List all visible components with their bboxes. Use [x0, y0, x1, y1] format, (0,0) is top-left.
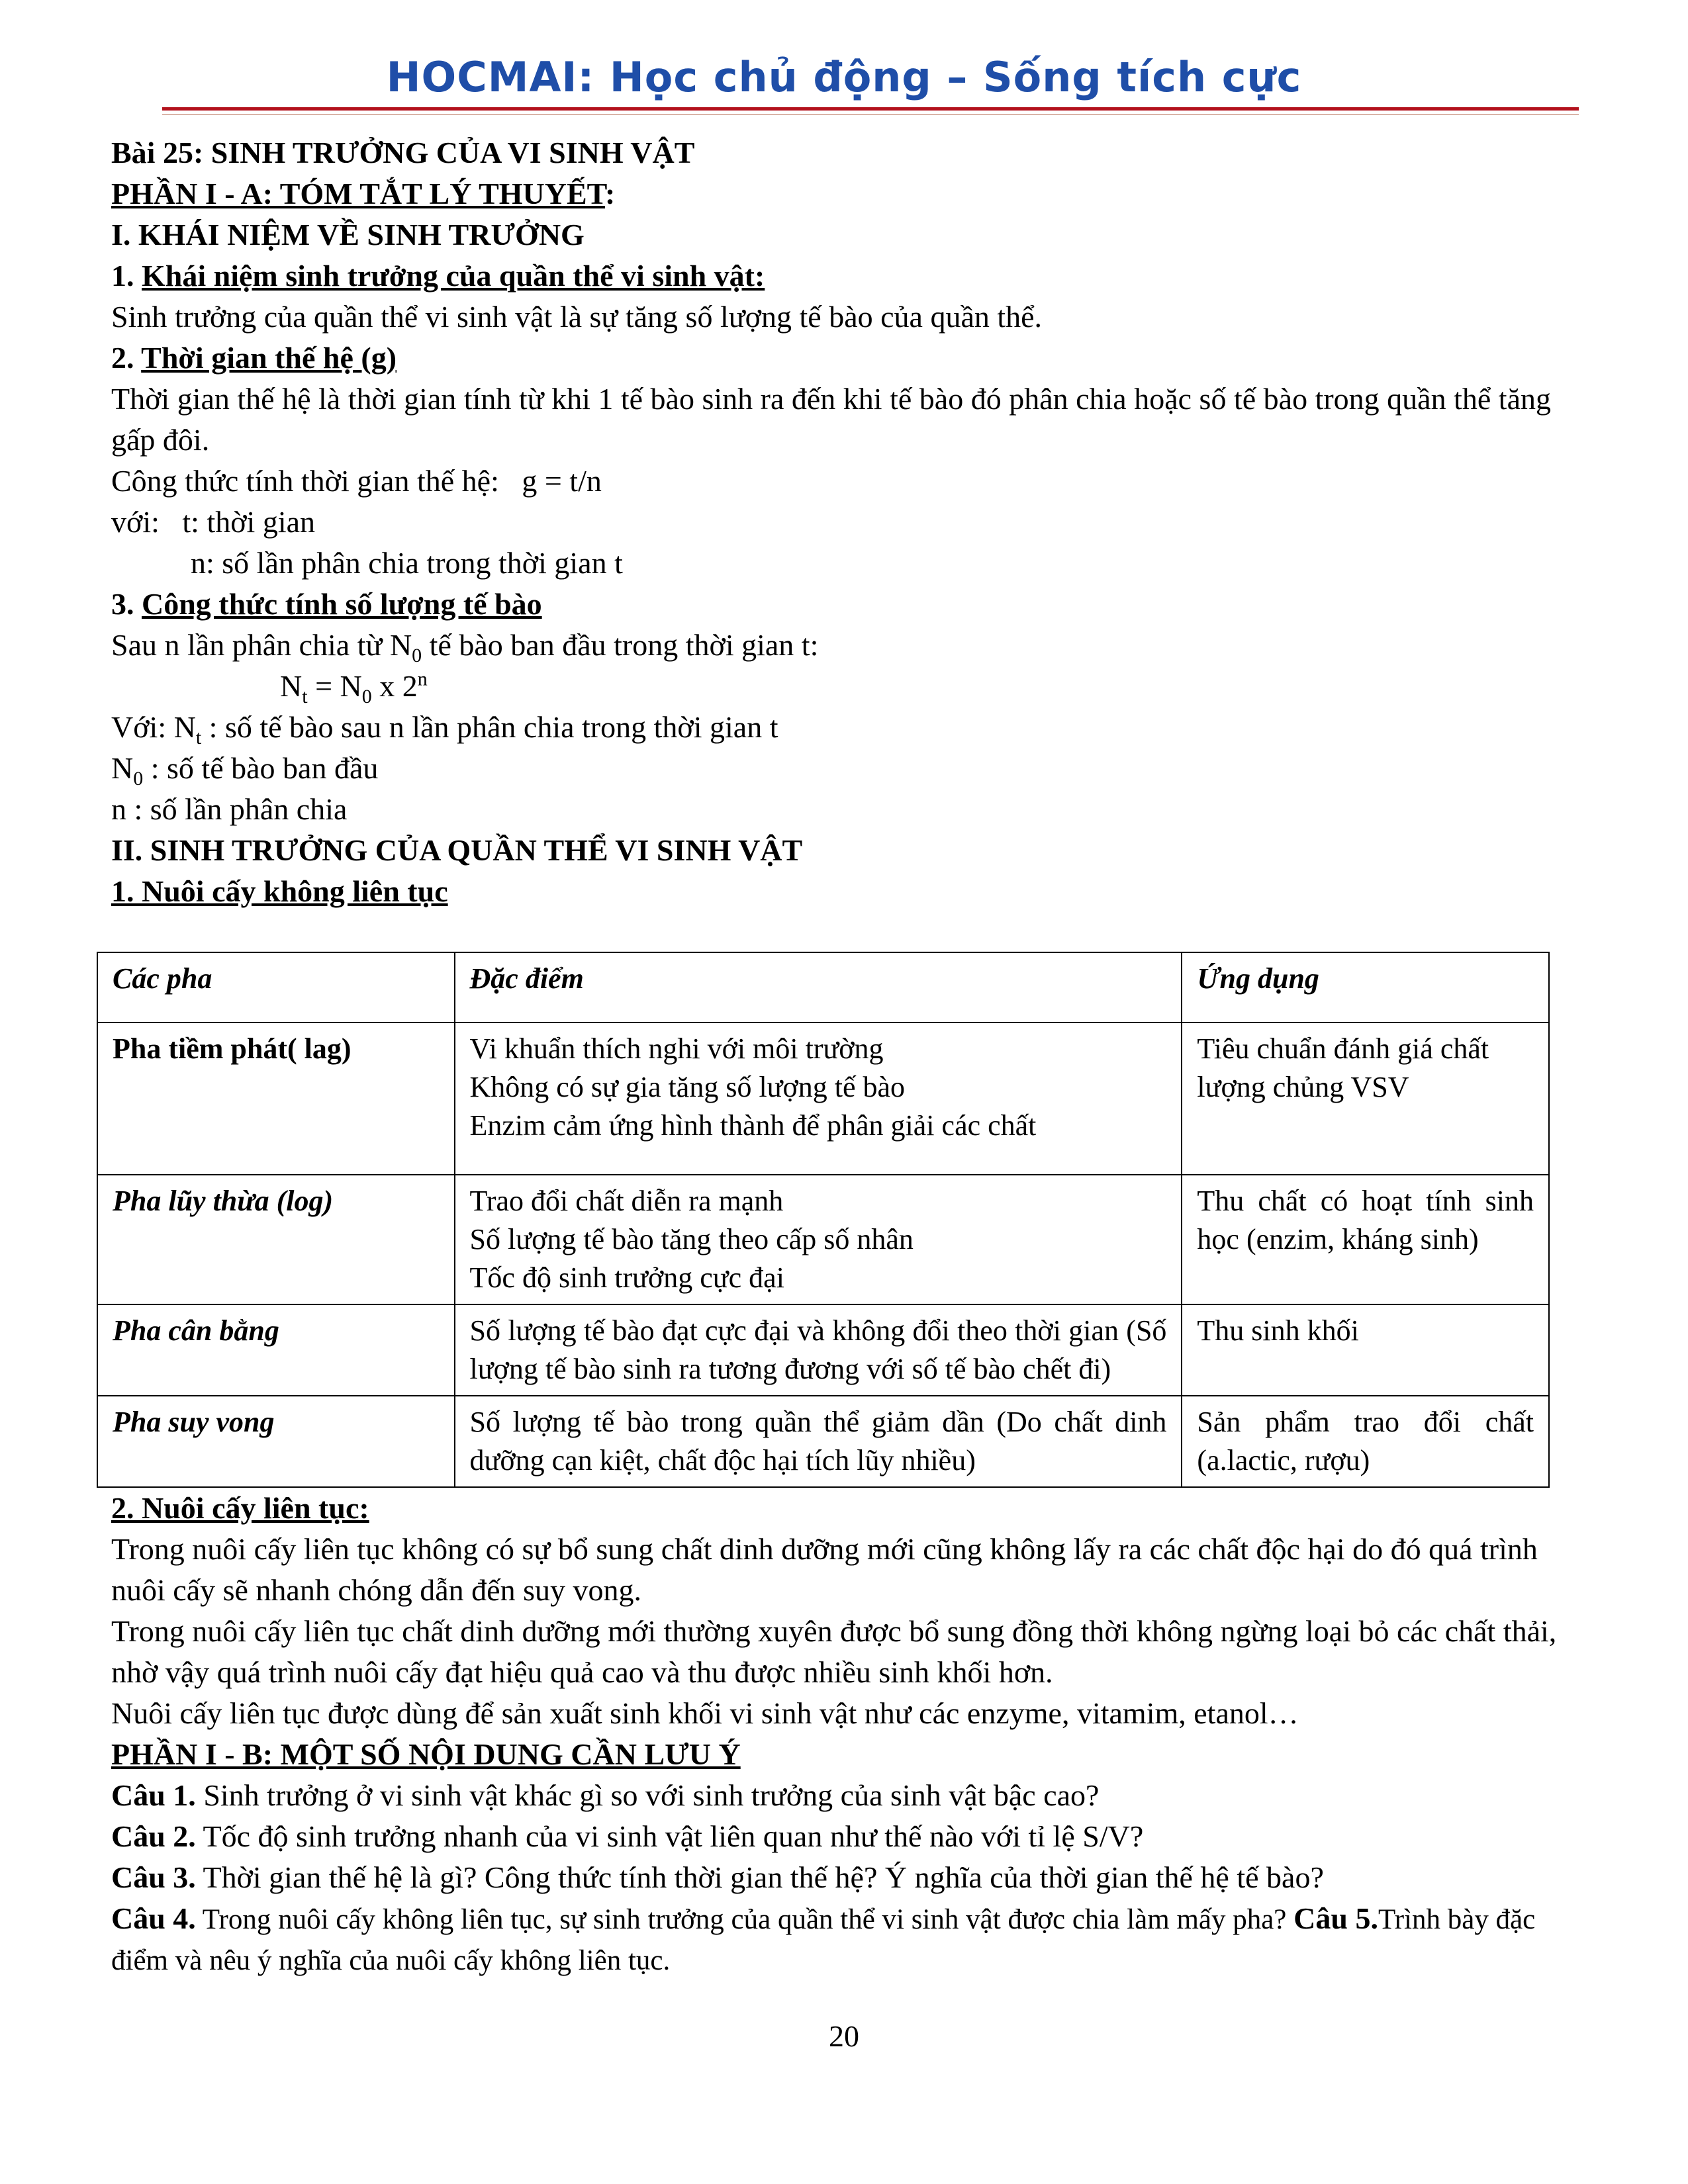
var-nt-sub: t	[195, 727, 202, 749]
question-2	[111, 1816, 1568, 1857]
subsection-2-number: 2.	[111, 341, 142, 375]
formula-sub-t: t	[302, 686, 308, 708]
table-header-cell: Đặc điểm	[455, 952, 1182, 1023]
question-text: Thời gian thế hệ là gì? Công thức tính thời gian thế hệ? Ý nghĩa của thời gian thế hệ tế bào?	[195, 1860, 1324, 1894]
feature-line: Số lượng tế bào tăng theo cấp số nhân	[469, 1223, 914, 1255]
page-header	[0, 53, 1688, 126]
features-cell: Số lượng tế bào đạt cực đại và không đổi theo thời gian (Số lượng tế bào sinh ra tương đương với số tế bào chết đi)	[455, 1304, 1182, 1396]
subsection-2-title: Thời gian thế hệ (g)	[141, 341, 397, 375]
subsection-3-title: Công thức tính số lượng tế bào	[142, 587, 542, 621]
s3-text-part-a: Sau n lần phân chia từ N	[111, 628, 412, 662]
var-n0-sub: 0	[133, 768, 144, 790]
formula-var-t: với: t: thời gian	[111, 505, 316, 539]
lesson-title: Bài 25: SINH TRƯỞNG CỦA VI SINH VẬT	[111, 136, 695, 169]
features-cell	[455, 1175, 1182, 1304]
question-1	[111, 1775, 1568, 1816]
question-4-5	[111, 1898, 1568, 1981]
table-row	[97, 1023, 1549, 1175]
feature-line: Trao đổi chất diễn ra mạnh	[469, 1185, 784, 1217]
subsection-1-heading	[111, 255, 1568, 296]
question-label: Câu 5.	[1293, 1901, 1378, 1935]
s3-text-part-b: tế bào ban đầu trong thời gian t:	[422, 628, 819, 662]
question-text: Trình bày đặc điểm và nêu ý nghĩa của nuôi cấy không liên tục.	[111, 1904, 1536, 1976]
question-label: Câu 1.	[111, 1778, 196, 1812]
growth-phases-table	[97, 952, 1550, 1488]
header-divider	[162, 107, 1579, 111]
continuous-culture-p1: Trong nuôi cấy liên tục không có sự bổ sung chất dinh dưỡng mới cũng không lấy ra các chất độc hại do đó quá trình nuôi cấy sẽ nhanh chóng dẫn đến suy vong.	[111, 1532, 1538, 1607]
question-3	[111, 1857, 1568, 1898]
var-n: n : số lần phân chia	[111, 792, 348, 826]
part-a-heading-text: PHẦN I - A: TÓM TẮT LÝ THUYẾT	[111, 177, 605, 210]
table-header-row	[97, 952, 1549, 1023]
header-divider-shadow	[162, 114, 1579, 115]
question-label: Câu 4.	[111, 1901, 196, 1935]
application-cell: Thu chất có hoạt tính sinh học (enzim, kháng sinh)	[1182, 1175, 1549, 1304]
table-row	[97, 1396, 1549, 1487]
subsection-2-text: Thời gian thế hệ là thời gian tính từ khi 1 tế bào sinh ra đến khi tế bào đó phân chia hoặc số tế bào trong quần thể tăng gấp đôi.	[111, 382, 1551, 457]
section-2-heading: II. SINH TRƯỞNG CỦA QUẦN THỂ VI SINH VẬT	[111, 833, 803, 867]
application-cell: Tiêu chuẩn đánh giá chất lượng chủng VSV	[1182, 1023, 1549, 1175]
var-n0-b: : số tế bào ban đầu	[143, 751, 379, 785]
phase-cell: Pha lũy thừa (log)	[97, 1175, 455, 1304]
table-row	[97, 1175, 1549, 1304]
formula-eq: = N	[307, 669, 362, 703]
table-row	[97, 1304, 1549, 1396]
question-text: Trong nuôi cấy không liên tục, sự sinh trưởng của quần thể vi sinh vật được chia làm mấy pha?	[195, 1904, 1294, 1935]
part-a-colon: :	[604, 177, 616, 210]
cell-count-formula	[111, 666, 1568, 707]
subsection-2-heading	[111, 338, 1568, 379]
table-header-cell: Các pha	[97, 952, 455, 1023]
document-body	[111, 132, 1568, 1981]
page-number: 20	[829, 2019, 859, 2053]
part-b-heading: PHẦN I - B: MỘT SỐ NỘI DUNG CẦN LƯU Ý	[111, 1737, 741, 1771]
features-cell: Số lượng tế bào trong quần thể giảm dần (Do chất dinh dưỡng cạn kiệt, chất độc hại tích lũy nhiều)	[455, 1396, 1182, 1487]
subsection-3-text	[111, 625, 1568, 666]
var-n0-a: N	[111, 751, 134, 785]
formula-sup-n: n	[417, 668, 428, 690]
feature-line: Không có sự gia tăng số lượng tế bào	[469, 1071, 906, 1103]
formula-var-n: n: số lần phân chia trong thời gian t	[191, 546, 623, 580]
subsection-3-heading	[111, 584, 1568, 625]
feature-line: Tốc độ sinh trưởng cực đại	[469, 1261, 784, 1294]
features-cell	[455, 1023, 1182, 1175]
feature-line: Vi khuẩn thích nghi với môi trường	[469, 1032, 884, 1065]
formula-x2: x 2	[371, 669, 418, 703]
generation-time-formula: Công thức tính thời gian thế hệ: g = t/n	[111, 464, 602, 498]
header-title: HOCMAI: Học chủ động – Sống tích cực	[386, 53, 1302, 101]
var-nt-a: Với: N	[111, 710, 196, 744]
subsection-1-number: 1.	[111, 259, 142, 293]
subsection-ii1-heading: 1. Nuôi cấy không liên tục	[111, 874, 448, 908]
s3-text-sub: 0	[412, 645, 422, 667]
question-text: Sinh trưởng ở vi sinh vật khác gì so với sinh trưởng của sinh vật bậc cao?	[195, 1778, 1100, 1812]
subsection-1-text: Sinh trưởng của quần thể vi sinh vật là sự tăng số lượng tế bào của quần thể.	[111, 300, 1043, 334]
application-cell: Thu sinh khối	[1182, 1304, 1549, 1396]
var-n0	[111, 748, 1568, 789]
question-label: Câu 3.	[111, 1860, 196, 1894]
table-header-cell: Ứng dụng	[1182, 952, 1549, 1023]
question-label: Câu 2.	[111, 1819, 196, 1853]
phase-cell: Pha suy vong	[97, 1396, 455, 1487]
subsection-1-title: Khái niệm sinh trưởng của quần thể vi sinh vật:	[142, 259, 765, 293]
feature-line: Enzim cảm ứng hình thành để phân giải các chất	[469, 1109, 1037, 1142]
formula-sub-0: 0	[361, 686, 372, 708]
continuous-culture-p2: Trong nuôi cấy liên tục chất dinh dưỡng mới thường xuyên được bổ sung đồng thời không ngừng loại bỏ các chất thải, nhờ vậy quá trình nuôi cấy đạt hiệu quả cao và thu được nhiều sinh khối hơn.	[111, 1614, 1557, 1689]
question-text: Tốc độ sinh trưởng nhanh của vi sinh vật liên quan như thế nào với tỉ lệ S/V?	[195, 1819, 1144, 1853]
formula-n: N	[280, 669, 303, 703]
var-nt-b: : số tế bào sau n lần phân chia trong thời gian t	[201, 710, 778, 744]
phase-cell: Pha tiềm phát( lag)	[97, 1023, 455, 1175]
part-a-heading	[111, 173, 1568, 214]
subsection-3-number: 3.	[111, 587, 142, 621]
continuous-culture-p3: Nuôi cấy liên tục được dùng để sản xuất sinh khối vi sinh vật như các enzyme, vitamim, etanol…	[111, 1696, 1299, 1730]
subsection-ii2-heading: 2. Nuôi cấy liên tục:	[111, 1491, 369, 1525]
application-cell: Sản phẩm trao đổi chất (a.lactic, rượu)	[1182, 1396, 1549, 1487]
phase-cell: Pha cân bằng	[97, 1304, 455, 1396]
var-nt	[111, 707, 1568, 748]
section-1-heading: I. KHÁI NIỆM VỀ SINH TRƯỞNG	[111, 218, 585, 251]
